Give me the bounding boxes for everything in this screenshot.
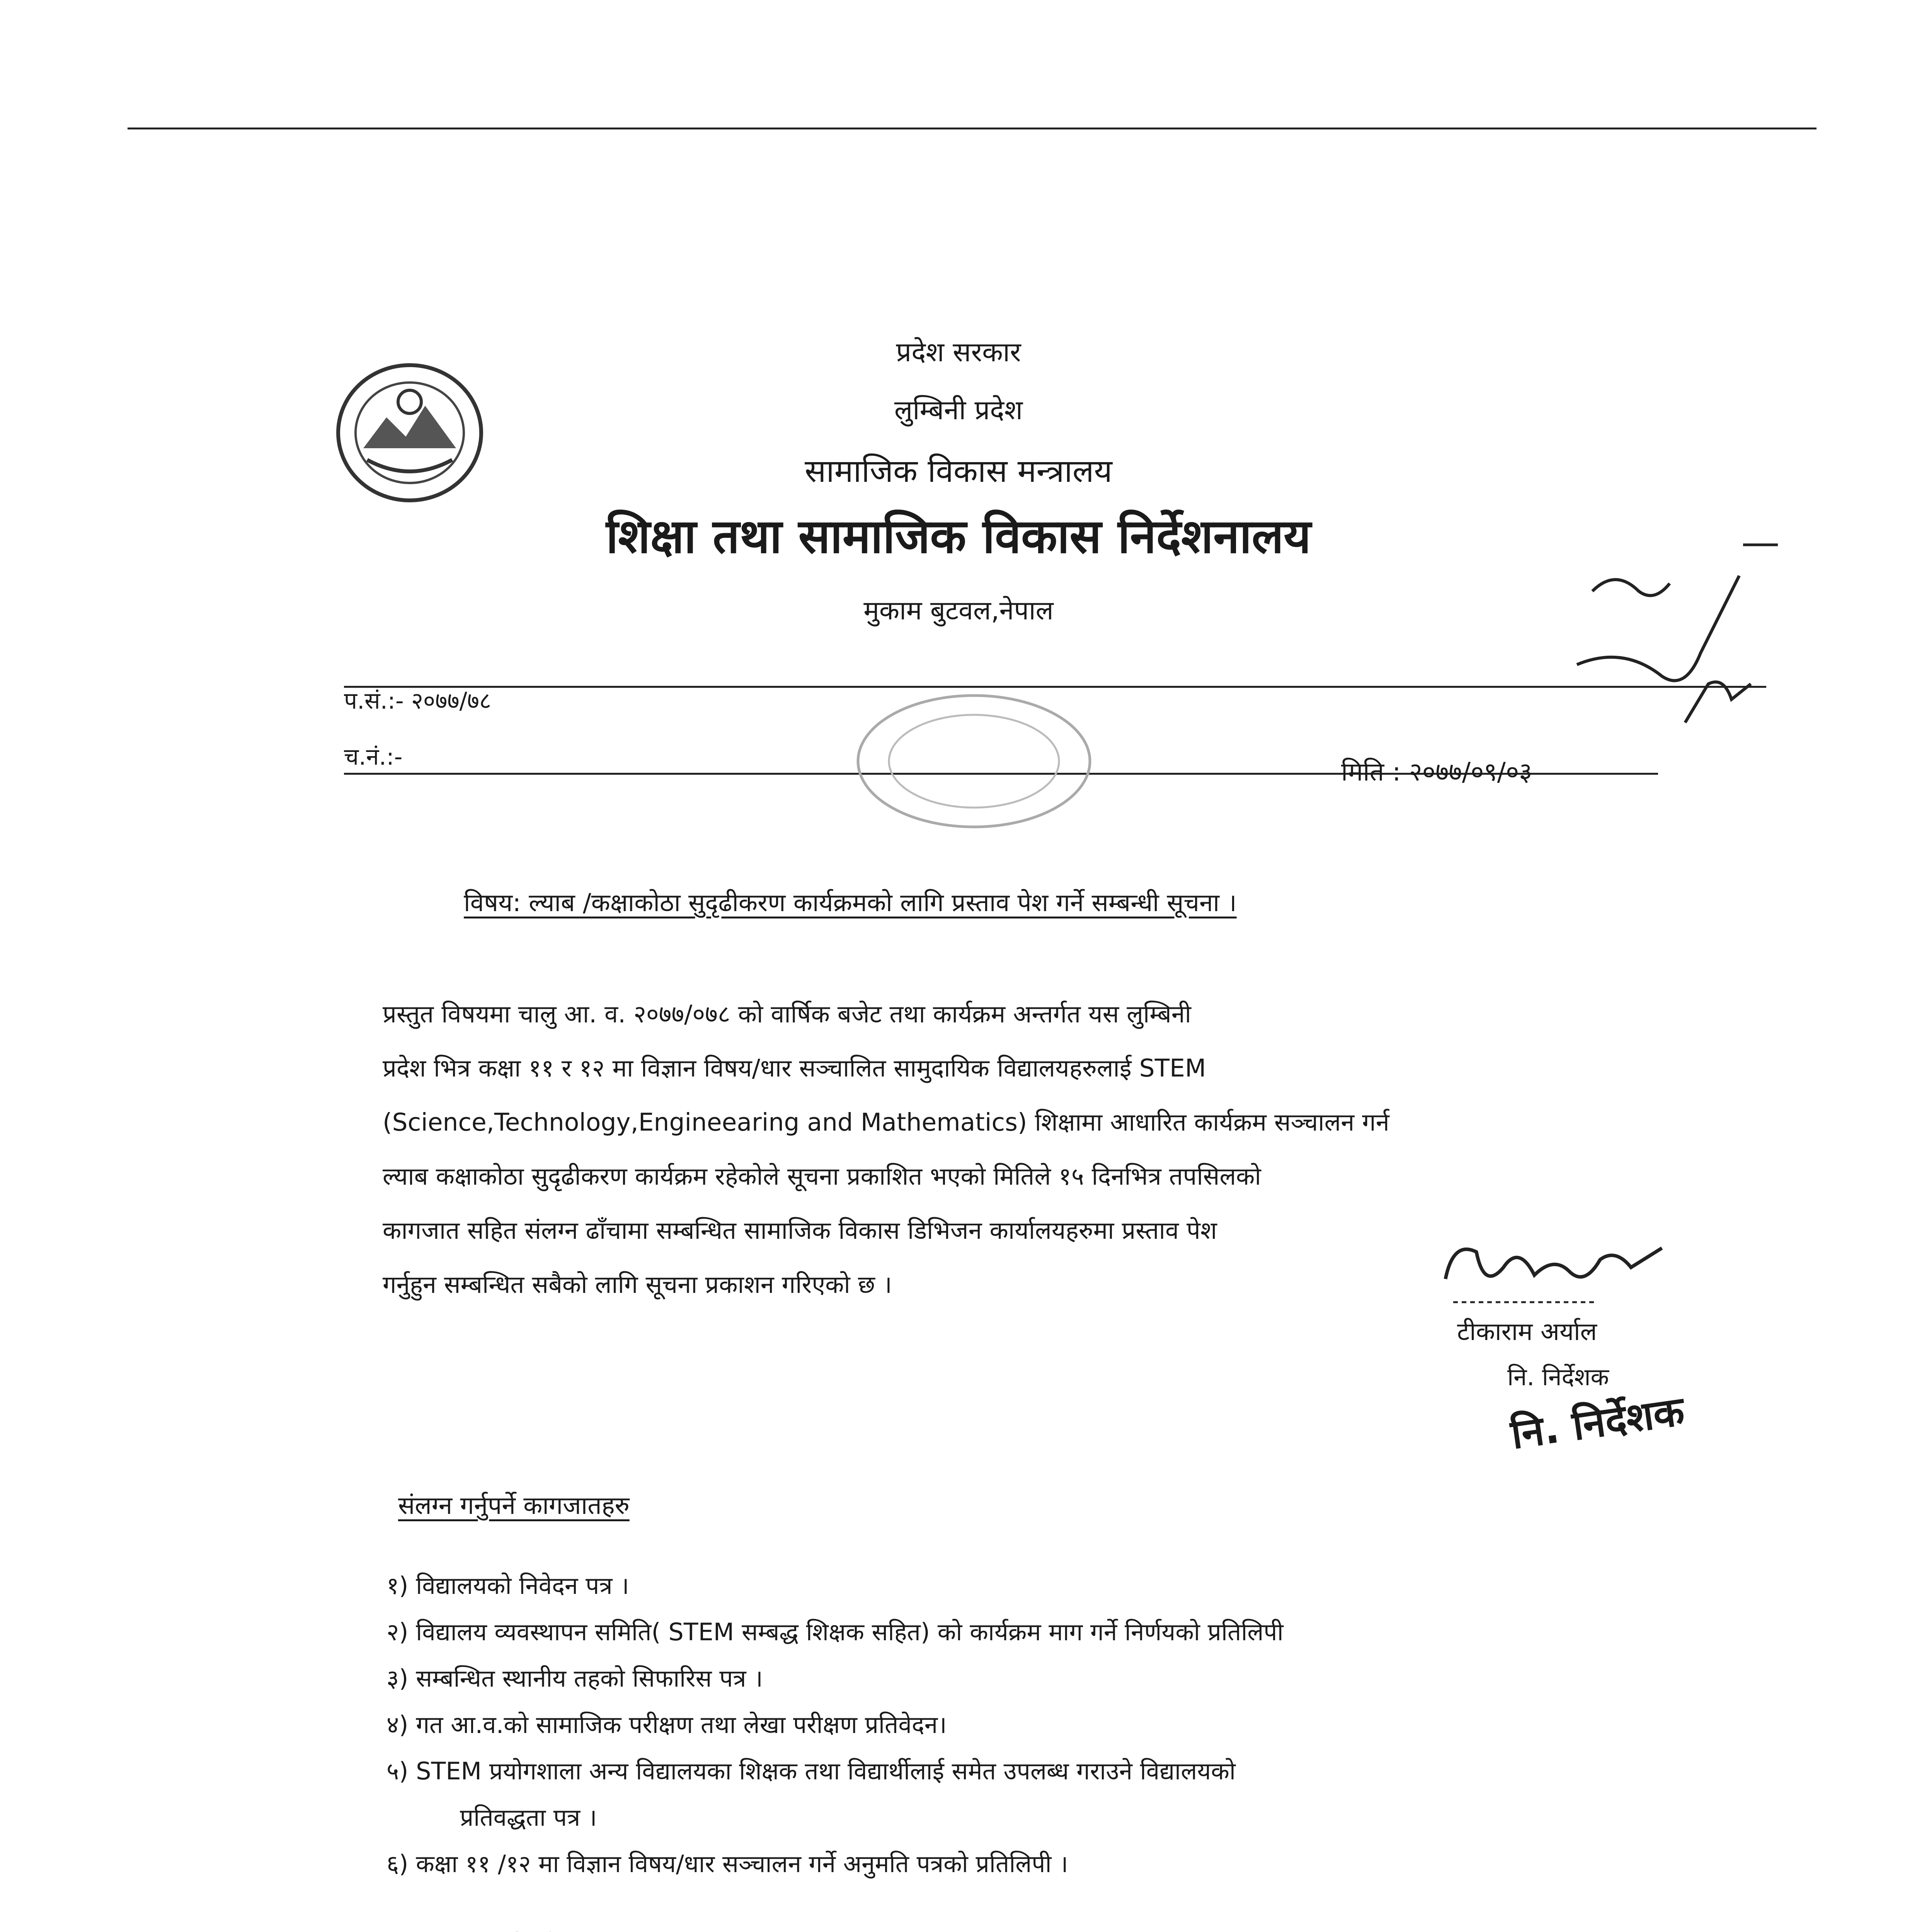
header-line-2: लुम्बिनी प्रदेश — [894, 394, 1023, 426]
header-line-1: प्रदेश सरकार — [896, 336, 1021, 368]
attachments-heading: संलग्न गर्नुपर्ने कागजातहरु — [398, 1492, 630, 1520]
reference-number: प.सं.:- २०७७/७८ — [344, 687, 492, 714]
body-line-3: (Science,Technology,Engineearing and Mathematics) शिक्षामा आधारित कार्यक्रम सञ्चालन गर्न — [383, 1108, 1389, 1136]
header-location: मुकाम बुटवल,नेपाल — [863, 595, 1054, 626]
attachment-item-6: ६) कक्षा ११ /१२ मा विज्ञान विषय/धार सञ्चालन गर्ने अनुमति पत्रको प्रतिलिपी । — [386, 1850, 1068, 1878]
body-line-1: प्रस्तुत विषयमा चालु आ. व. २०७७/०७८ को वार्षिक बजेट तथा कार्यक्रम अन्तर्गत यस लुम्बिनी — [383, 1000, 1191, 1028]
attachment-item-2: २) विद्यालय व्यवस्थापन समिति( STEM सम्बद्ध शिक्षक सहित) को कार्यक्रम माग गर्ने निर्णयको प्रतिलिपी — [386, 1618, 1284, 1646]
attachment-item-4: ४) गत आ.व.को सामाजिक परीक्षण तथा लेखा परीक्षण प्रतिवेदन। — [386, 1711, 947, 1739]
dispatch-number: च.नं.:- — [344, 743, 403, 770]
header-line-3: सामाजिक विकास मन्त्रालय — [805, 453, 1112, 490]
top-border-line — [128, 128, 1817, 129]
attachment-item-5: ५) STEM प्रयोगशाला अन्य विद्यालयका शिक्षक तथा विद्यार्थीलाई समेत उपलब्ध गराउने विद्यालयको — [386, 1757, 1236, 1785]
signatory-stamp: नि. निर्देशक — [1508, 1387, 1687, 1458]
attachment-item-1: १) विद्यालयको निवेदन पत्र । — [386, 1571, 629, 1600]
proposal-heading — [421, 1928, 576, 1932]
issue-date: मिति : २०७७/०९/०३ — [1341, 757, 1532, 787]
body-line-4: ल्याब कक्षाकोठा सुदृढीकरण कार्यक्रम रहेकोले सूचना प्रकाशित भएको मितिले १५ दिनभित्र तपसिलको — [383, 1162, 1261, 1190]
notice-subject: विषय: ल्याब /कक्षाकोठा सुदृढीकरण कार्यक्रमको लागि प्रस्ताव पेश गर्ने सम्बन्धी सूचना । — [464, 889, 1237, 917]
body-line-5: कागजात सहित संलग्न ढाँचामा सम्बन्धित सामाजिक विकास डिभिजन कार्यालयहरुमा प्रस्ताव पेश — [383, 1216, 1217, 1245]
body-line-2: प्रदेश भित्र कक्षा ११ र १२ मा विज्ञान विषय/धार सञ्चालित सामुदायिक विद्यालयहरुलाई STEM — [383, 1054, 1206, 1082]
signatory-title: नि. निर्देशक — [1507, 1363, 1609, 1391]
body-line-6: गर्नुहुन सम्बन्धित सबैको लागि सूचना प्रकाशन गरिएको छ । — [383, 1270, 892, 1299]
signatory-name: टीकाराम अर्याल — [1457, 1318, 1597, 1346]
attachment-item-3: ३) सम्बन्धित स्थानीय तहको सिफारिस पत्र । — [386, 1664, 763, 1692]
office-seal-stamp — [850, 688, 1098, 835]
header-office-title: शिक्षा तथा सामाजिक विकास निर्देशनालय — [606, 509, 1311, 564]
attachment-item-5-cont: प्रतिवद्धता पत्र । — [460, 1803, 597, 1832]
director-signature — [1430, 1225, 1677, 1318]
handwritten-initials — [1569, 537, 1786, 753]
